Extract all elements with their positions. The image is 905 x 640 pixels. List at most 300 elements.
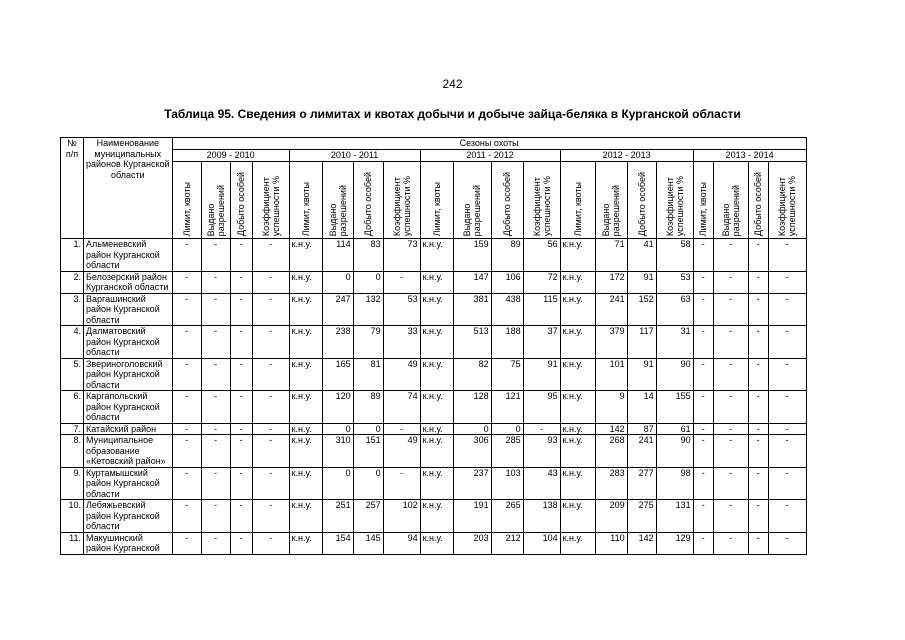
data-cell: -: [201, 532, 230, 554]
subcol-header: [713, 162, 748, 239]
data-cell: 212: [491, 532, 523, 554]
district-name: Макушинский район Курганской: [84, 532, 173, 554]
data-cell: -: [768, 391, 806, 424]
data-cell: 95: [523, 391, 560, 424]
data-cell: -: [230, 467, 252, 500]
data-cell: -: [201, 271, 230, 293]
data-cell: -: [230, 423, 252, 435]
row-number: 2.: [61, 271, 84, 293]
data-cell: -: [713, 239, 748, 272]
data-cell: -: [693, 293, 713, 326]
subcol-header: [453, 162, 491, 239]
data-cell: 381: [453, 293, 491, 326]
data-cell: -: [713, 391, 748, 424]
subcol-header: [172, 162, 201, 239]
subcol-header: [252, 162, 289, 239]
data-cell: к.н.у.: [420, 423, 453, 435]
data-cell: -: [172, 391, 201, 424]
subcol-label: Добыто особей: [636, 171, 647, 236]
data-cell: 151: [353, 435, 383, 468]
page-number: 242: [442, 77, 463, 91]
subcol-header: [491, 162, 523, 239]
data-cell: 103: [491, 467, 523, 500]
subcol-header: [201, 162, 230, 239]
table-row: [61, 239, 807, 272]
data-cell: 191: [453, 500, 491, 533]
subcol-label: Лимит, квоты: [300, 181, 311, 236]
data-cell: -: [172, 239, 201, 272]
data-cell: -: [768, 239, 806, 272]
data-cell: 120: [322, 391, 353, 424]
season-header: 2012 - 2013: [560, 150, 693, 162]
data-table: [60, 137, 807, 555]
data-cell: к.н.у.: [289, 500, 322, 533]
data-cell: 98: [656, 467, 693, 500]
data-cell: -: [693, 467, 713, 500]
data-cell: -: [230, 239, 252, 272]
data-cell: 53: [656, 271, 693, 293]
data-cell: к.н.у.: [560, 391, 595, 424]
row-number: 9.: [61, 467, 84, 500]
data-cell: 513: [453, 326, 491, 359]
data-cell: к.н.у.: [560, 435, 595, 468]
data-cell: -: [748, 239, 768, 272]
subcol-label: Выдано разрешений: [720, 184, 741, 236]
data-cell: к.н.у.: [560, 293, 595, 326]
data-cell: -: [523, 423, 560, 435]
data-cell: 73: [383, 239, 420, 272]
data-cell: -: [172, 358, 201, 391]
subcol-label: Лимит, квоты: [698, 181, 709, 236]
subcol-label: Коэффициент успешности %: [391, 175, 412, 236]
data-cell: -: [201, 239, 230, 272]
table-row: [61, 423, 807, 435]
table-row: [61, 326, 807, 359]
data-cell: -: [693, 239, 713, 272]
table-body: [61, 239, 807, 555]
data-cell: -: [768, 532, 806, 554]
data-cell: 152: [627, 293, 656, 326]
data-cell: 53: [383, 293, 420, 326]
row-number: 7.: [61, 423, 84, 435]
data-cell: 283: [595, 467, 627, 500]
table-row: [61, 532, 807, 554]
subcol-label: Выдано разрешений: [462, 184, 483, 236]
data-cell: 114: [322, 239, 353, 272]
data-cell: -: [748, 500, 768, 533]
data-cell: 75: [491, 358, 523, 391]
subcol-header: [289, 162, 322, 239]
data-cell: 82: [453, 358, 491, 391]
subcol-header: [627, 162, 656, 239]
data-cell: 9: [595, 391, 627, 424]
data-cell: -: [383, 467, 420, 500]
row-number: 5.: [61, 358, 84, 391]
data-cell: 91: [523, 358, 560, 391]
header-name: Наименование муниципальных районов Курганской области: [84, 138, 173, 239]
table-header: [61, 138, 807, 239]
data-cell: 238: [322, 326, 353, 359]
data-cell: -: [252, 532, 289, 554]
data-cell: 31: [656, 326, 693, 359]
subcol-header: [656, 162, 693, 239]
data-cell: -: [693, 271, 713, 293]
data-cell: к.н.у.: [560, 239, 595, 272]
data-cell: -: [748, 293, 768, 326]
data-cell: 237: [453, 467, 491, 500]
subcol-label: Лимит, квоты: [431, 181, 442, 236]
data-cell: 0: [353, 467, 383, 500]
data-cell: к.н.у.: [289, 467, 322, 500]
data-cell: -: [768, 326, 806, 359]
data-cell: -: [713, 271, 748, 293]
data-cell: к.н.у.: [289, 326, 322, 359]
data-cell: -: [713, 500, 748, 533]
data-cell: 89: [353, 391, 383, 424]
data-cell: 188: [491, 326, 523, 359]
data-cell: -: [230, 391, 252, 424]
data-cell: -: [252, 326, 289, 359]
data-cell: -: [201, 467, 230, 500]
data-cell: -: [252, 391, 289, 424]
district-name: Куртамышский район Курганской области: [84, 467, 173, 500]
data-cell: к.н.у.: [420, 358, 453, 391]
data-cell: к.н.у.: [560, 532, 595, 554]
data-cell: к.н.у.: [420, 435, 453, 468]
subcol-header: [383, 162, 420, 239]
data-cell: к.н.у.: [289, 423, 322, 435]
data-cell: к.н.у.: [289, 239, 322, 272]
data-cell: -: [201, 358, 230, 391]
data-cell: 56: [523, 239, 560, 272]
data-cell: 138: [523, 500, 560, 533]
district-name: Муниципальное образование «Кетовский район»: [84, 435, 173, 468]
subcol-header: [748, 162, 768, 239]
data-cell: 277: [627, 467, 656, 500]
data-cell: -: [748, 532, 768, 554]
data-cell: 257: [353, 500, 383, 533]
data-cell: к.н.у.: [420, 500, 453, 533]
district-name: Варгашинский район Курганской области: [84, 293, 173, 326]
header-num: № п/п: [61, 138, 84, 239]
data-cell: к.н.у.: [420, 326, 453, 359]
data-cell: 72: [523, 271, 560, 293]
data-cell: -: [768, 435, 806, 468]
data-cell: 58: [656, 239, 693, 272]
data-cell: 94: [383, 532, 420, 554]
subcol-label: Коэффициент успешности %: [531, 175, 552, 236]
data-cell: -: [383, 271, 420, 293]
data-cell: -: [230, 500, 252, 533]
data-cell: 89: [491, 239, 523, 272]
table-row: [61, 500, 807, 533]
data-cell: -: [252, 271, 289, 293]
data-cell: к.н.у.: [560, 358, 595, 391]
data-cell: 102: [383, 500, 420, 533]
data-cell: 203: [453, 532, 491, 554]
data-cell: 165: [322, 358, 353, 391]
data-cell: 132: [353, 293, 383, 326]
data-cell: -: [768, 467, 806, 500]
data-cell: к.н.у.: [289, 271, 322, 293]
data-cell: 0: [491, 423, 523, 435]
data-cell: -: [172, 423, 201, 435]
data-cell: 154: [322, 532, 353, 554]
data-cell: -: [748, 391, 768, 424]
subcol-header: [560, 162, 595, 239]
subcol-header: [322, 162, 353, 239]
data-cell: -: [713, 435, 748, 468]
data-cell: 379: [595, 326, 627, 359]
district-name: Лебяжьевский район Курганской области: [84, 500, 173, 533]
subcol-header: [420, 162, 453, 239]
table-row: [61, 391, 807, 424]
data-cell: -: [230, 271, 252, 293]
subcol-label: Добыто особей: [236, 171, 247, 236]
data-cell: -: [768, 500, 806, 533]
data-cell: -: [748, 423, 768, 435]
data-cell: -: [693, 532, 713, 554]
subcol-label: Коэффициент успешности %: [664, 175, 685, 236]
data-cell: 115: [523, 293, 560, 326]
data-cell: к.н.у.: [289, 391, 322, 424]
table-row: [61, 467, 807, 500]
data-cell: к.н.у.: [289, 532, 322, 554]
data-cell: 101: [595, 358, 627, 391]
data-cell: 142: [595, 423, 627, 435]
data-cell: 90: [656, 358, 693, 391]
district-name: Далматовский район Курганской области: [84, 326, 173, 359]
row-number: 3.: [61, 293, 84, 326]
data-cell: 209: [595, 500, 627, 533]
data-cell: 61: [656, 423, 693, 435]
row-number: 10.: [61, 500, 84, 533]
subcol-label: Коэффициент успешности %: [260, 175, 281, 236]
subcol-header: [693, 162, 713, 239]
data-cell: 49: [383, 358, 420, 391]
subcol-label: Выдано разрешений: [205, 184, 226, 236]
row-number: 11.: [61, 532, 84, 554]
table-row: [61, 435, 807, 468]
data-cell: -: [693, 358, 713, 391]
data-cell: -: [201, 293, 230, 326]
data-cell: 33: [383, 326, 420, 359]
data-cell: -: [713, 293, 748, 326]
data-cell: 0: [353, 271, 383, 293]
data-cell: -: [768, 358, 806, 391]
data-cell: -: [713, 423, 748, 435]
subcol-label: Добыто особей: [363, 171, 374, 236]
data-cell: 79: [353, 326, 383, 359]
district-name: Звериноголовский район Курганской области: [84, 358, 173, 391]
season-header: 2011 - 2012: [420, 150, 560, 162]
data-cell: к.н.у.: [560, 271, 595, 293]
data-cell: к.н.у.: [420, 271, 453, 293]
data-cell: -: [252, 435, 289, 468]
subcol-label: Выдано разрешений: [327, 184, 348, 236]
data-cell: -: [693, 500, 713, 533]
data-cell: -: [172, 532, 201, 554]
data-cell: -: [748, 271, 768, 293]
data-cell: 110: [595, 532, 627, 554]
subcol-label: Коэффициент успешности %: [777, 175, 798, 236]
data-cell: -: [693, 423, 713, 435]
data-cell: -: [230, 358, 252, 391]
data-cell: -: [252, 239, 289, 272]
data-cell: 310: [322, 435, 353, 468]
data-cell: 285: [491, 435, 523, 468]
table-row: [61, 293, 807, 326]
data-cell: -: [172, 326, 201, 359]
data-cell: -: [252, 467, 289, 500]
data-cell: 306: [453, 435, 491, 468]
data-cell: 37: [523, 326, 560, 359]
data-cell: -: [713, 532, 748, 554]
data-cell: -: [201, 326, 230, 359]
season-header: 2009 - 2010: [172, 150, 289, 162]
data-cell: -: [230, 293, 252, 326]
data-cell: к.н.у.: [289, 358, 322, 391]
data-cell: 121: [491, 391, 523, 424]
data-cell: 0: [353, 423, 383, 435]
data-cell: -: [693, 326, 713, 359]
data-cell: -: [252, 500, 289, 533]
data-cell: 91: [627, 358, 656, 391]
data-cell: 275: [627, 500, 656, 533]
subcol-label: Лимит, квоты: [572, 181, 583, 236]
table-row: [61, 358, 807, 391]
data-cell: -: [172, 467, 201, 500]
data-cell: -: [252, 423, 289, 435]
data-cell: -: [713, 467, 748, 500]
season-header: 2013 - 2014: [693, 150, 806, 162]
row-number: 1.: [61, 239, 84, 272]
district-name: Катайский район: [84, 423, 173, 435]
data-cell: 159: [453, 239, 491, 272]
data-cell: к.н.у.: [560, 423, 595, 435]
data-cell: 49: [383, 435, 420, 468]
data-cell: 117: [627, 326, 656, 359]
header-seasons: Сезоны охоты: [172, 138, 806, 150]
data-cell: 87: [627, 423, 656, 435]
data-cell: 41: [627, 239, 656, 272]
data-cell: -: [768, 293, 806, 326]
data-cell: 155: [656, 391, 693, 424]
data-cell: -: [693, 391, 713, 424]
subcol-header: [353, 162, 383, 239]
data-cell: к.н.у.: [560, 467, 595, 500]
data-cell: к.н.у.: [420, 532, 453, 554]
data-cell: 83: [353, 239, 383, 272]
district-name: Каргапольский район Курганской области: [84, 391, 173, 424]
data-cell: 251: [322, 500, 353, 533]
data-cell: -: [748, 435, 768, 468]
row-number: 4.: [61, 326, 84, 359]
subcol-header: [523, 162, 560, 239]
data-cell: -: [201, 435, 230, 468]
data-cell: 90: [656, 435, 693, 468]
subcol-label: Выдано разрешений: [601, 184, 622, 236]
data-cell: -: [693, 435, 713, 468]
data-cell: 0: [322, 271, 353, 293]
data-cell: -: [201, 391, 230, 424]
data-cell: -: [768, 423, 806, 435]
data-cell: -: [748, 467, 768, 500]
row-number: 6.: [61, 391, 84, 424]
data-cell: к.н.у.: [560, 326, 595, 359]
data-cell: 147: [453, 271, 491, 293]
data-cell: 93: [523, 435, 560, 468]
data-cell: -: [230, 326, 252, 359]
data-cell: 91: [627, 271, 656, 293]
data-cell: к.н.у.: [289, 293, 322, 326]
data-cell: -: [748, 326, 768, 359]
data-cell: -: [230, 435, 252, 468]
data-cell: -: [172, 271, 201, 293]
data-cell: 71: [595, 239, 627, 272]
data-cell: -: [172, 435, 201, 468]
data-cell: 241: [627, 435, 656, 468]
data-cell: -: [383, 423, 420, 435]
district-name: Белозерский район Курганской области: [84, 271, 173, 293]
data-cell: к.н.у.: [289, 435, 322, 468]
subcol-header: [768, 162, 806, 239]
data-cell: -: [713, 326, 748, 359]
data-cell: -: [713, 358, 748, 391]
data-cell: 172: [595, 271, 627, 293]
data-cell: 241: [595, 293, 627, 326]
data-cell: 0: [453, 423, 491, 435]
subcol-header: [595, 162, 627, 239]
data-cell: 106: [491, 271, 523, 293]
data-cell: к.н.у.: [420, 467, 453, 500]
data-cell: 74: [383, 391, 420, 424]
data-cell: -: [172, 500, 201, 533]
data-cell: 438: [491, 293, 523, 326]
data-cell: -: [748, 358, 768, 391]
data-cell: 43: [523, 467, 560, 500]
data-cell: 104: [523, 532, 560, 554]
district-name: Альменевский район Курганской области: [84, 239, 173, 272]
data-cell: 14: [627, 391, 656, 424]
table-title: Таблица 95. Сведения о лимитах и квотах добычи и добыче зайца-беляка в Курганской области: [164, 107, 741, 121]
data-cell: -: [201, 500, 230, 533]
data-cell: 265: [491, 500, 523, 533]
data-cell: 0: [322, 467, 353, 500]
data-cell: 247: [322, 293, 353, 326]
data-cell: 63: [656, 293, 693, 326]
data-cell: к.н.у.: [420, 293, 453, 326]
season-header: 2010 - 2011: [289, 150, 420, 162]
subcol-label: Добыто особей: [502, 171, 513, 236]
data-cell: -: [252, 293, 289, 326]
row-number: 8.: [61, 435, 84, 468]
data-cell: к.н.у.: [420, 239, 453, 272]
subcol-label: Лимит, квоты: [181, 181, 192, 236]
data-cell: 129: [656, 532, 693, 554]
data-cell: 145: [353, 532, 383, 554]
table-row: [61, 271, 807, 293]
data-cell: к.н.у.: [560, 500, 595, 533]
data-cell: -: [201, 423, 230, 435]
data-cell: -: [230, 532, 252, 554]
data-cell: -: [252, 358, 289, 391]
data-cell: 131: [656, 500, 693, 533]
data-cell: 0: [322, 423, 353, 435]
data-cell: -: [768, 271, 806, 293]
data-cell: -: [172, 293, 201, 326]
data-cell: к.н.у.: [420, 391, 453, 424]
